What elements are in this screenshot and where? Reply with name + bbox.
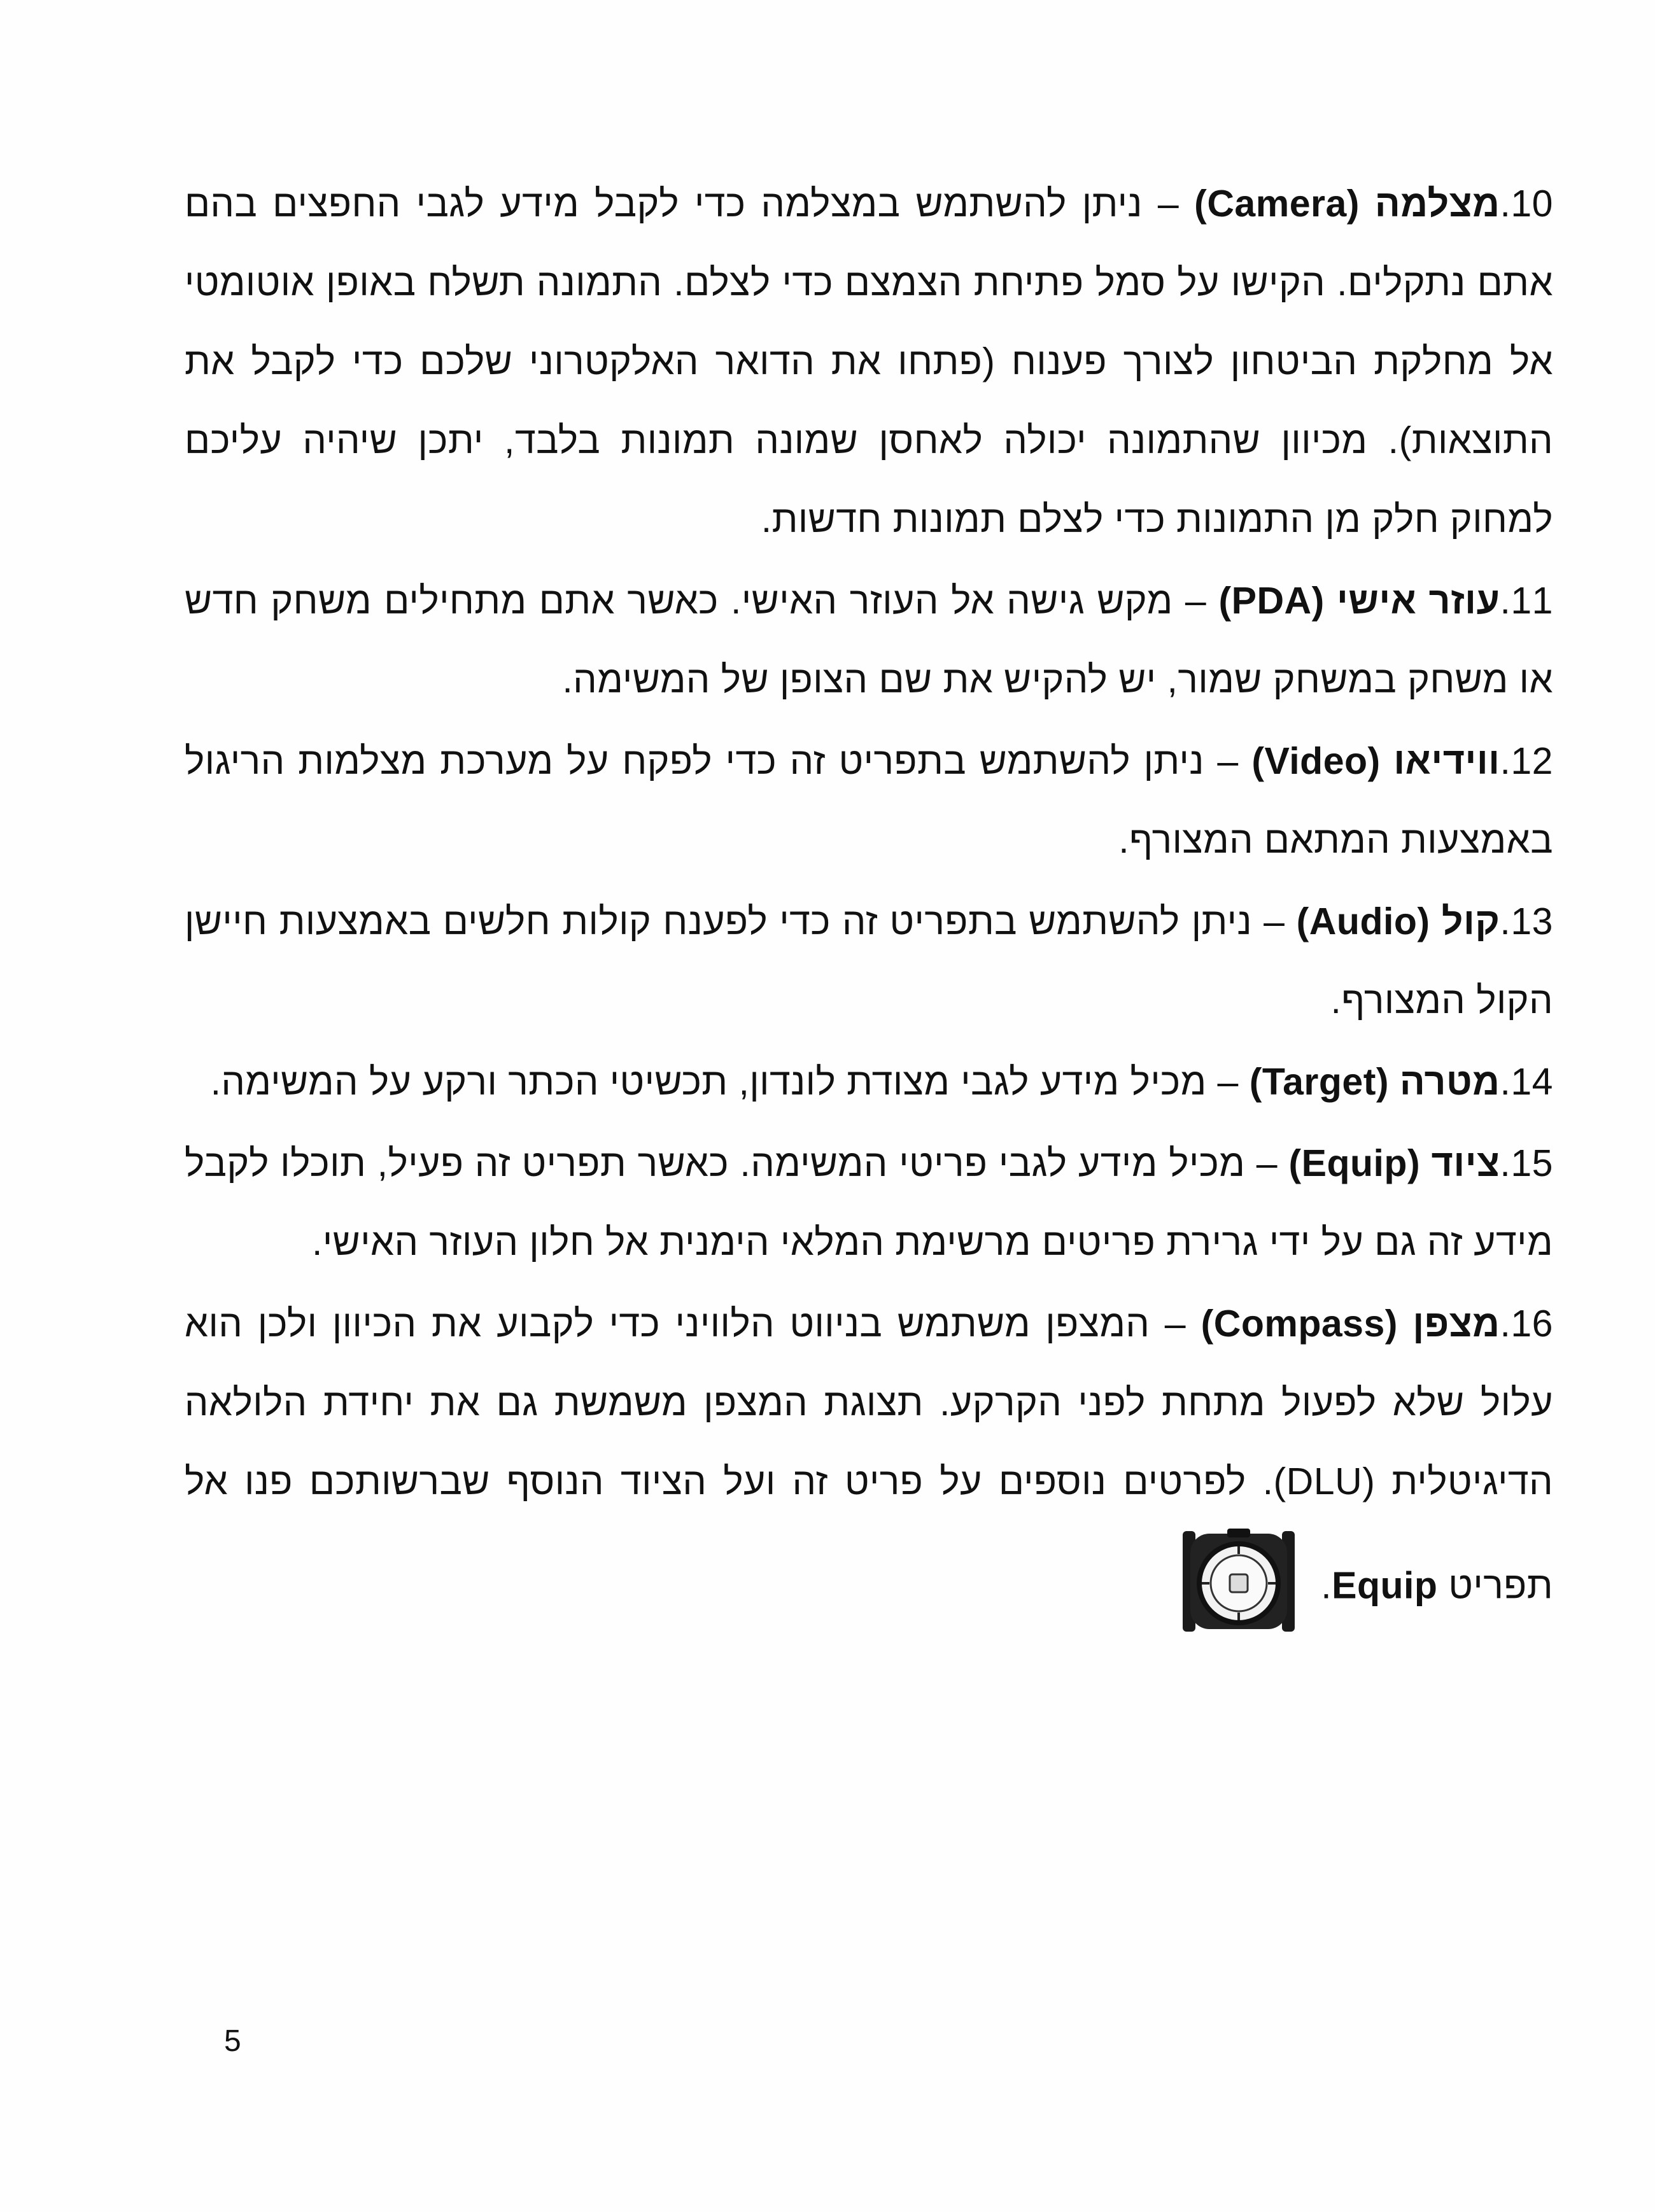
item-number: 11. [1500, 580, 1553, 622]
list-item-equip [185, 1124, 1553, 1282]
item-number: 15. [1500, 1142, 1553, 1184]
item-body: – ניתן להשתמש בתפריט זה כדי לפקח על מערכת מצלמות הריגול באמצעות המתאם המצורף. [185, 740, 1553, 861]
item-number: 16. [1500, 1303, 1553, 1345]
item-english-term: (PDA) [1218, 580, 1325, 622]
item-end-punctuation: . [1321, 1564, 1332, 1607]
item-english-term: (Equip) [1288, 1142, 1421, 1184]
page-number: 5 [224, 2024, 241, 2058]
list-item-video [185, 722, 1553, 879]
list-item-camera [185, 164, 1553, 559]
item-english-term: (Camera) [1194, 183, 1360, 225]
item-english-term: (Compass) [1201, 1303, 1398, 1345]
item-term: ווידיאו [1393, 740, 1500, 782]
equip-menu-reference: Equip [1332, 1564, 1438, 1607]
item-body: – מכיל מידע לגבי מצודת לונדון, תכשיטי הכתר ורקע על המשימה. [210, 1061, 1239, 1103]
list-item-target [185, 1042, 1553, 1121]
item-body: – מקש גישה אל העוזר האישי. כאשר אתם מתחילים משחק חדש או משחק במשחק שמור, יש להקיש את שם הצופן של המשימה. [185, 580, 1553, 701]
item-english-term: (Audio) [1296, 900, 1430, 942]
item-body: – מכיל מידע לגבי פריטי המשימה. כאשר תפריט זה פעיל, תוכלו לקבל מידע זה גם על ידי גרירת פריטים מרשימת המלאי הימנית אל חלון העוזר האישי. [185, 1142, 1553, 1263]
item-number: 10. [1500, 183, 1553, 225]
item-term: מצלמה [1374, 183, 1500, 225]
item-term: ציוד [1431, 1142, 1500, 1184]
item-term: קול [1441, 900, 1500, 942]
compass-device-icon [1181, 1527, 1296, 1662]
item-body: – ניתן להשתמש במצלמה כדי לקבל מידע לגבי החפצים בהם אתם נתקלים. הקישו על סמל פתיחת הצמצם כדי לצלם. התמונה תשלח באופן אוטומטי אל מחלקת הביטחון לצורך פענוח (פתחו את הדואר האלקטרוני שלכם כדי לקבל את התוצאות). מכיוון שהתמונה יכולה לאחסן שמונה תמונות בלבד, יתכן שיהיה עליכם למחוק חלק מן התמונות כדי לצלם תמונות חדשות. [185, 183, 1553, 540]
item-list [185, 164, 1553, 1658]
item-term: עוזר אישי [1337, 580, 1500, 622]
item-english-term: (Target) [1249, 1061, 1389, 1103]
item-body: – המצפן משתמש בניווט הלוויני כדי לקבוע את הכיוון ולכן הוא עלול שלא לפעול מתחת לפני הקרקע. תצוגת המצפן משמשת גם את יחידת הלולאה הדיגיטלית (DLU). לפרטים נוספים על פריט זה ועל הציוד הנוסף שברשותכם פנו אל תפריט [185, 1303, 1554, 1607]
item-number: 14. [1500, 1061, 1553, 1103]
list-item-pda [185, 561, 1553, 719]
list-item-compass [185, 1284, 1553, 1656]
item-english-term: (Video) [1251, 740, 1381, 782]
item-number: 12. [1500, 740, 1553, 782]
item-body: – ניתן להשתמש בתפריט זה כדי לפענח קולות חלשים באמצעות חיישן הקול המצורף. [185, 900, 1553, 1021]
item-term: מטרה [1399, 1061, 1500, 1103]
item-number: 13. [1500, 900, 1553, 942]
item-term: מצפן [1412, 1303, 1500, 1345]
list-item-audio [185, 882, 1553, 1040]
